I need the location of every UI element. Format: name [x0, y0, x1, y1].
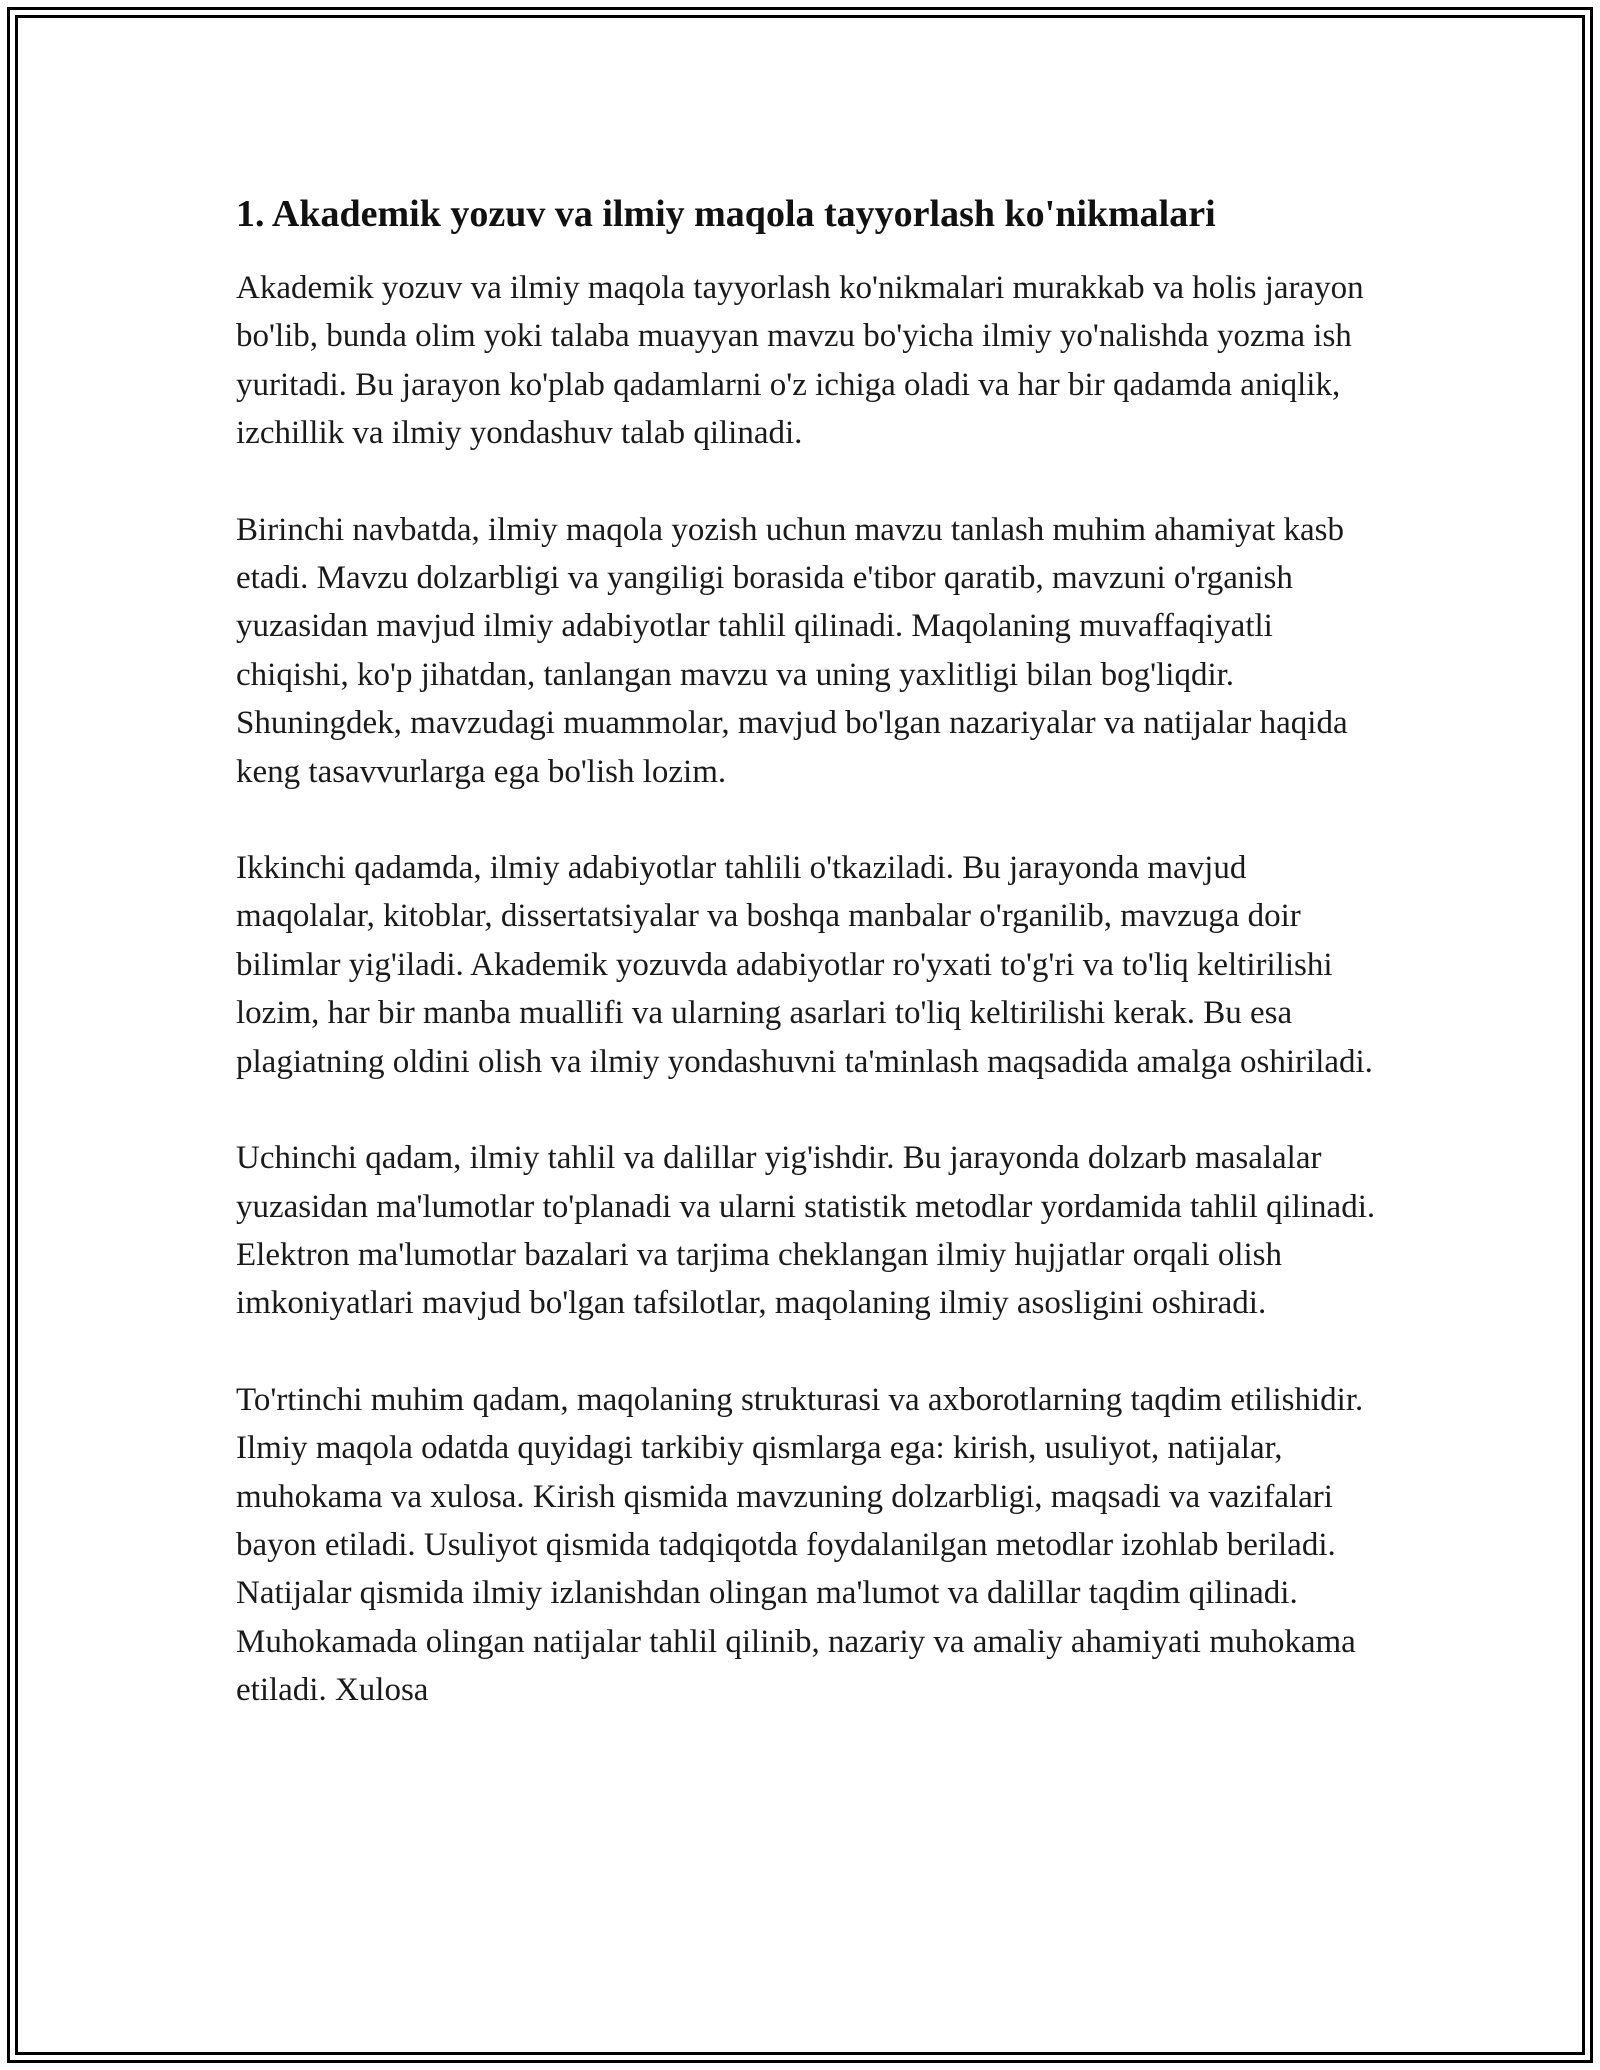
paragraph-first-step: Birinchi navbatda, ilmiy maqola yozish uchun mavzu tanlash muhim ahamiyat kasb etadi. Mavzu dolzarbligi va yangiligi borasida e'tibor qaratib, mavzuni o'rganish yuzasidan mavjud ilmiy adabiyotlar tahlil qilinadi. Maqolaning muvaffaqiyatli chiqishi, ko'p jihatdan, tanlangan mavzu va uning yaxlitligi bilan bog'liqdir. Shuningdek, mavzudagi muammolar, mavjud bo'lgan nazariyalar va natijalar haqida keng tasavvurlarga ega bo'lish lozim. [236, 511, 1348, 790]
section-heading: 1. Akademik yozuv va ilmiy maqola tayyorlash ko'nikmalari [236, 193, 1216, 235]
paragraph-intro: Akademik yozuv va ilmiy maqola tayyorlash ko'nikmalari murakkab va holis jarayon bo'lib, bunda olim yoki talaba muayyan mavzu bo'yicha ilmiy yo'nalishda yozma ish yuritadi. Bu jarayon ko'plab qadamlarni o'z ichiga oladi va har bir qadamda aniqlik, izchillik va ilmiy yondashuv talab qilinadi. [236, 270, 1364, 452]
paragraph-fourth-step: To'rtinchi muhim qadam, maqolaning strukturasi va axborotlarning taqdim etilishidir. Ilmiy maqola odatda quyidagi tarkibiy qismlarga ega: kirish, usuliyot, natijalar, muhokama va xulosa. Kirish qismida mavzuning dolzarbligi, maqsadi va vazifalari bayon etiladi. Usuliyot qismida tadqiqotda foydalanilgan metodlar izohlab beriladi. Natijalar qismida ilmiy izlanishdan olingan ma'lumot va dalillar taqdim qilinadi. Muhokamada olingan natijalar tahlil qilinib, nazariy va amaliy ahamiyati muhokama etiladi. Xulosa [236, 1381, 1364, 1709]
paragraph-second-step: Ikkinchi qadamda, ilmiy adabiyotlar tahlili o'tkaziladi. Bu jarayonda mavjud maqolalar, kitoblar, dissertatsiyalar va boshqa manbalar o'rganilib, mavzuga doir bilimlar yig'iladi. Akademik yozuvda adabiyotlar ro'yxati to'g'ri va to'liq keltirilishi lozim, har bir manba muallifi va ularning asarlari to'liq keltirilishi kerak. Bu esa plagiatning oldini olish va ilmiy yondashuvni ta'minlash maqsadida amalga oshiriladi. [236, 850, 1373, 1080]
paragraph-third-step: Uchinchi qadam, ilmiy tahlil va dalillar yig'ishdir. Bu jarayonda dolzarb masalalar yuzasidan ma'lumotlar to'planadi va ularni statistik metodlar yordamida tahlil qilinadi. Elektron ma'lumotlar bazalari va tarjima cheklangan ilmiy hujjatlar orqali olish imkoniyatlari mavjud bo'lgan tafsilotlar, maqolaning ilmiy asosligini oshiradi. [236, 1140, 1376, 1322]
document-page [236, 186, 1376, 1763]
